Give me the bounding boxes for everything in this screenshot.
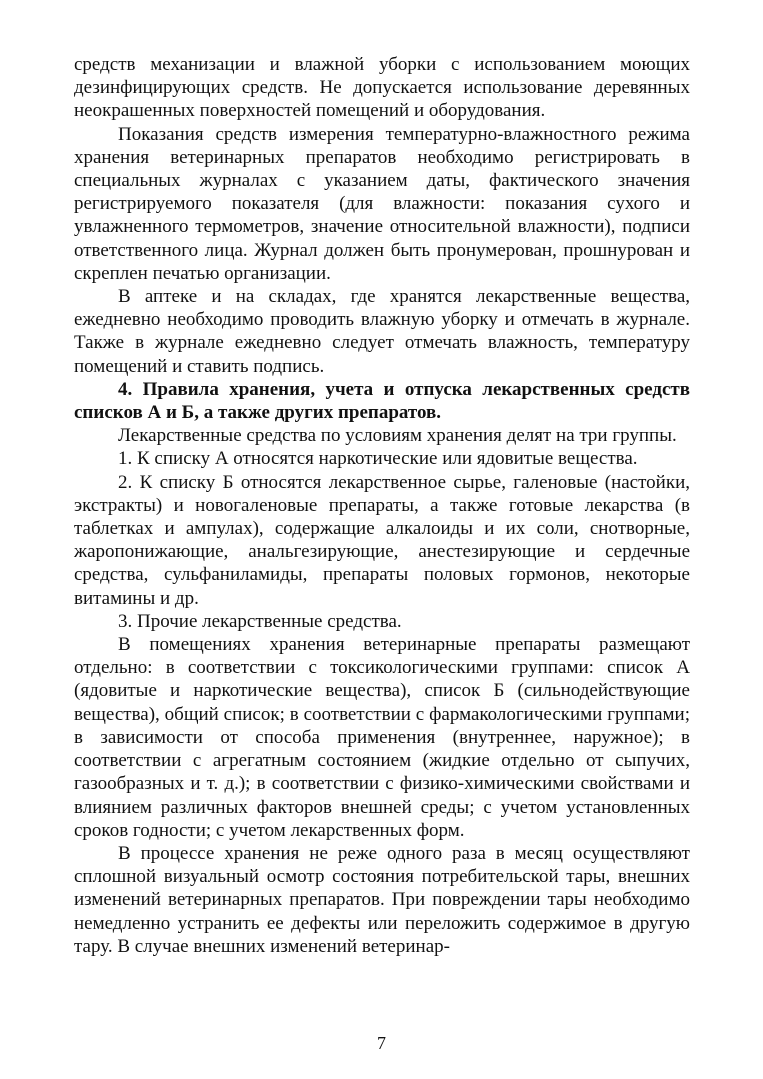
page-number: 7	[377, 1033, 386, 1053]
list-item-a: 1. К списку А относятся наркотические или ядовитые вещества.	[118, 448, 638, 470]
paragraph-inspection: В процессе хранения не реже одного раза в месяц осуществляют сплошной визуальный осмотр состояния потребительской тары, внешних изменений ветеринарных препаратов. При повреждении тары необходимо немедленно устранить ее дефекты или переложить содержимое в другую тару. В случае внешних изменений ветеринар-	[74, 842, 690, 957]
paragraph-humidity-logging: Показания средств измерения температурно-влажностного режима хранения ветеринарных препаратов необходимо регистрировать в специальных журналах с указанием даты, фактического значения регистрируемого показателя (для влажности: показания сухого и увлажненного термометров, значение относительной влажности), подписи ответственного лица. Журнал должен быть пронумерован, прошнурован и скреплен печатью организации.	[74, 123, 690, 284]
paragraph-cleaning: В аптеке и на складах, где хранятся лекарственные вещества, ежедневно необходимо проводить влажную уборку и отмечать в журнале. Также в журнале ежедневно следует отмечать влажность, температуру помещений и ставить подпись.	[74, 286, 690, 377]
paragraph-continuation: средств механизации и влажной уборки с использованием моющих дезинфицирующих средств. Не допускается использование деревянных неокрашенных поверхностей помещений и оборудования.	[74, 54, 690, 122]
list-item-other: 3. Прочие лекарственные средства.	[118, 610, 402, 632]
paragraph-groups-intro: Лекарственные средства по условиям хранения делят на три группы.	[118, 425, 677, 447]
page-body	[74, 53, 690, 958]
list-item-b: 2. К списку Б относятся лекарственное сырье, галеновые (настойки, экстракты) и новогаленовые препараты, а также готовые лекарства (в таблетках и ампулах), содержащие алкалоиды и их соли, снотворные, жаропонижающие, анальгезирующие, анестезирующие и сердечные средства, сульфаниламиды, препараты половых гормонов, некоторые витамины и др.	[74, 471, 690, 609]
section-heading: 4. Правила хранения, учета и отпуска лекарственных средств списков А и Б, а также других препаратов.	[74, 378, 690, 424]
paragraph-placement: В помещениях хранения ветеринарные препараты размещают отдельно: в соответствии с токсикологическими группами: список А (ядовитые и наркотические вещества), список Б (сильнодействующие вещества), общий список; в соответствии с фармакологическими группами; в зависимости от способа применения (внутреннее, наружное); в соответствии с агрегатным состоянием (жидкие отдельно от сыпучих, газообразных и т. д.); в соответствии с физико-химическими свойствами и влиянием различных факторов внешней среды; с учетом установленных сроков годности; с учетом лекарственных форм.	[74, 634, 690, 841]
